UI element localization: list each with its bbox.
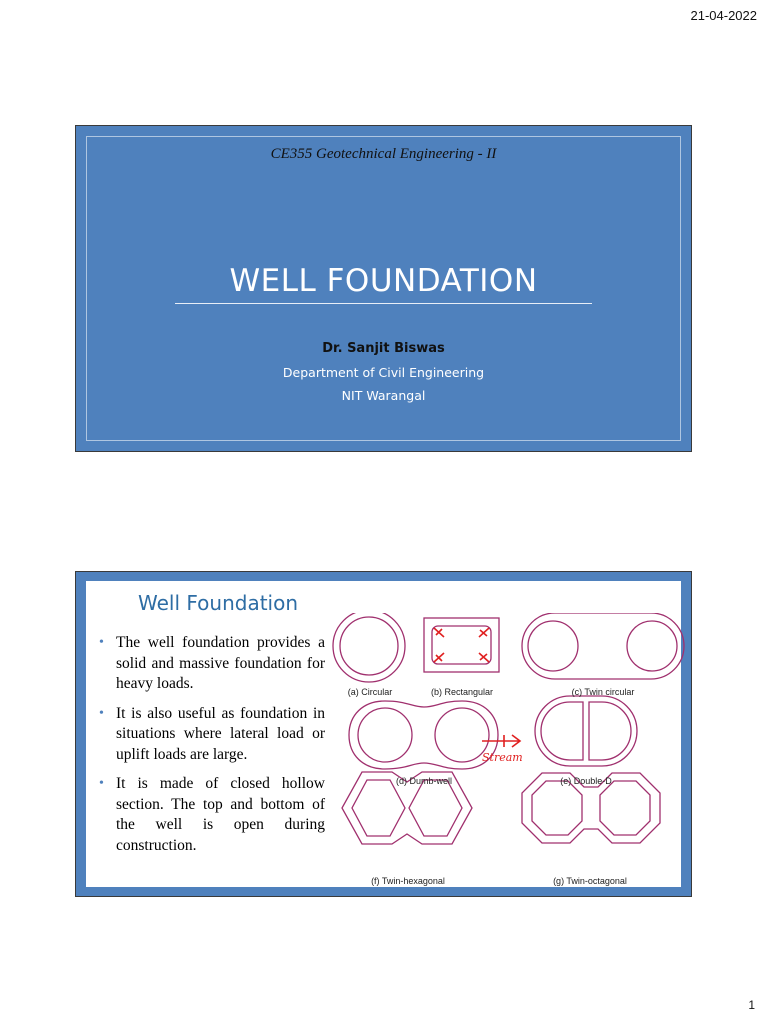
bullet-text: The well foundation provides a solid and massive foundation for heavy loads. — [116, 634, 325, 692]
double-d-well-shape — [535, 696, 637, 766]
bullet-dot-icon: • — [99, 776, 104, 791]
content-slide — [75, 571, 692, 897]
well-shapes-diagram — [332, 613, 688, 889]
corner-mark-icon — [434, 628, 489, 637]
arrow-icon — [482, 735, 520, 747]
caption-twin-octagonal: (g) Twin-octagonal — [553, 876, 627, 886]
title-divider — [175, 303, 592, 304]
rectangular-well-shape — [424, 618, 499, 672]
caption-twin-circular: (c) Twin circular — [571, 687, 635, 697]
content-slide-body — [86, 581, 681, 887]
caption-rectangular: (b) Rectangular — [430, 687, 494, 697]
handwritten-note: Stream — [482, 751, 523, 764]
corner-mark-icon — [434, 653, 489, 662]
bullet-dot-icon: • — [99, 705, 104, 721]
bullet-list — [98, 633, 325, 865]
bullet-item — [98, 704, 325, 766]
bullet-dot-icon: • — [99, 635, 104, 650]
caption-double-d: (e) Double-D — [560, 776, 612, 786]
course-name: CE355 Geotechnical Engineering - II — [270, 146, 497, 162]
page-date: 21-04-2022 — [690, 8, 757, 23]
bullet-text: It is made of closed hollow section. The top and bottom of the well is open during construction. — [116, 775, 325, 854]
bullet-item — [98, 774, 325, 856]
dumb-well-shape — [349, 701, 498, 769]
well-shapes-figure — [332, 613, 688, 889]
slide-title: WELL FOUNDATION — [229, 263, 538, 299]
bullet-item — [98, 633, 325, 695]
caption-twin-hexagonal: (f) Twin-hexagonal — [371, 876, 445, 886]
bullet-text: It is also useful as foundation in situations where lateral load or uplift loads are large. — [116, 704, 325, 763]
institute-name: NIT Warangal — [341, 388, 426, 403]
caption-circular: (a) Circular — [347, 687, 393, 697]
caption-dumb-well: (d) Dumb-well — [395, 776, 453, 786]
page-number: 1 — [748, 998, 755, 1012]
circular-well-shape — [333, 613, 405, 682]
author-name: Dr. Sanjit Biswas — [322, 341, 445, 356]
twin-circular-well-shape — [522, 613, 684, 679]
department-name: Department of Civil Engineering — [282, 365, 485, 380]
content-slide-title: Well Foundation — [138, 591, 299, 615]
title-slide — [75, 125, 692, 452]
